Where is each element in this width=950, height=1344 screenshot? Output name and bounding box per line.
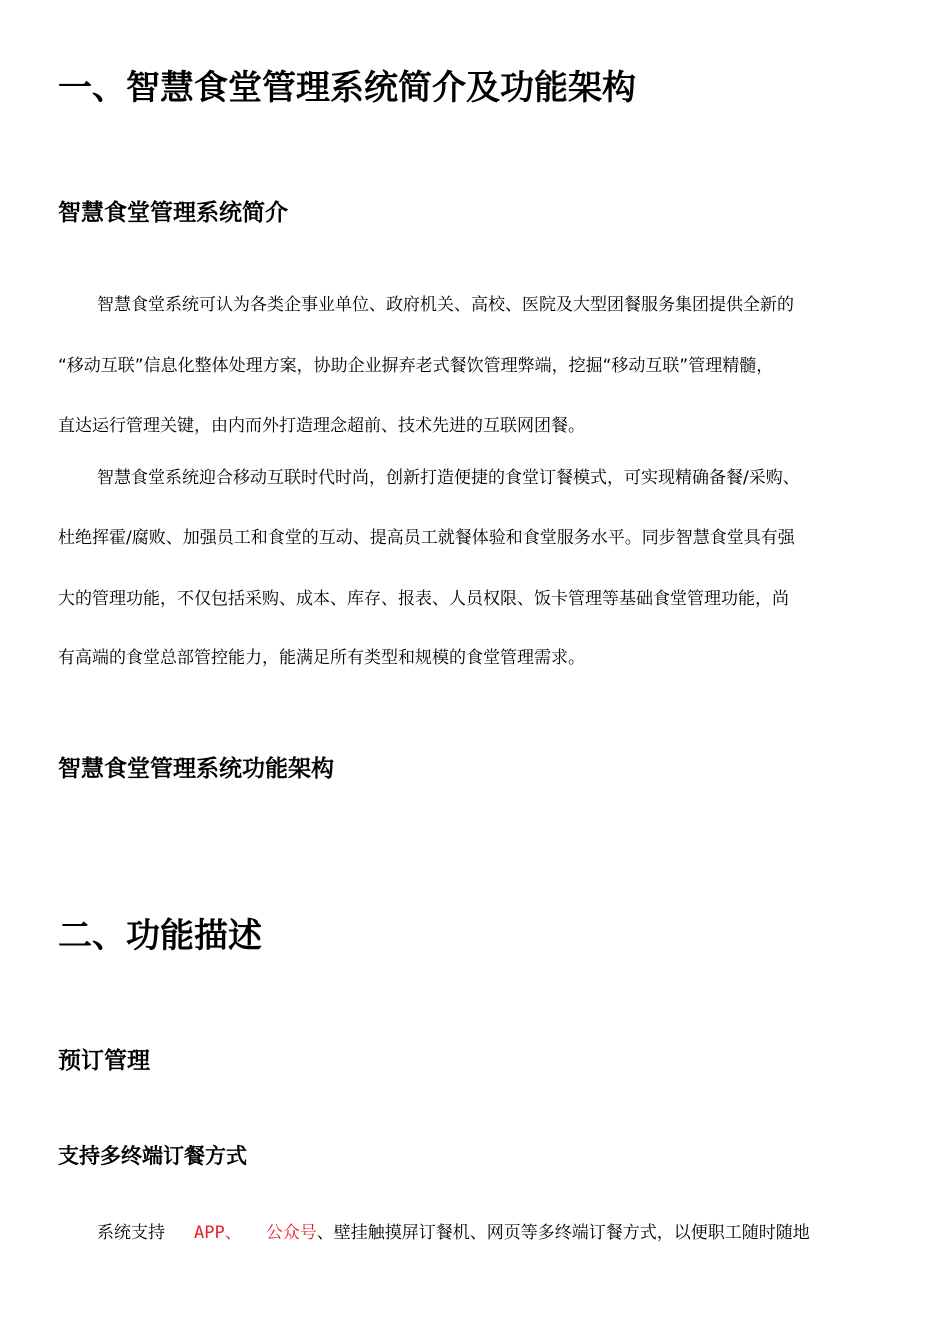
intro-heading: 智慧食堂管理系统简介 — [58, 200, 288, 226]
paragraph-line: 大的管理功能，不仅包括采购、成本、库存、报表、人员权限、饭卡管理等基础食堂管理功能，尚 — [58, 589, 789, 609]
booking-paragraph-line — [97, 1221, 810, 1245]
section2-title: 二、功能描述 — [58, 916, 262, 956]
section1-title: 一、智慧食堂管理系统简介及功能架构 — [58, 68, 636, 108]
paragraph-line: 智慧食堂系统迎合移动互联时代时尚，创新打造便捷的食堂订餐模式，可实现精确备餐/采购、 — [97, 468, 800, 488]
paragraph-line: 杜绝挥霍/腐败、加强员工和食堂的互动、提高员工就餐体验和食堂服务水平。同步智慧食堂具有强 — [58, 528, 795, 548]
architecture-heading: 智慧食堂管理系统功能架构 — [58, 756, 334, 782]
multi-terminal-heading: 支持多终端订餐方式 — [58, 1144, 247, 1168]
paragraph-line: 直达运行管理关键，由内而外打造理念超前、技术先进的互联网团餐。 — [58, 416, 585, 436]
paragraph-line: “移动互联”信息化整体处理方案，协助企业摒弃老式餐饮管理弊端，挖掘“移动互联”管理精髓， — [58, 356, 774, 376]
paragraph-line: 智慧食堂系统可认为各类企事业单位、政府机关、高校、医院及大型团餐服务集团提供全新的 — [97, 295, 794, 315]
paragraph-line: 有高端的食堂总部管控能力，能满足所有类型和规模的食堂管理需求。 — [58, 648, 585, 668]
line-prefix: 系统支持 — [97, 1223, 165, 1243]
booking-heading: 预订管理 — [58, 1048, 150, 1074]
highlight-wechat: 公众号 — [265, 1223, 317, 1243]
line-suffix: 、壁挂触摸屏订餐机、网页等多终端订餐方式，以便职工随时随地 — [316, 1223, 810, 1243]
highlight-app: APP、 — [194, 1223, 242, 1243]
